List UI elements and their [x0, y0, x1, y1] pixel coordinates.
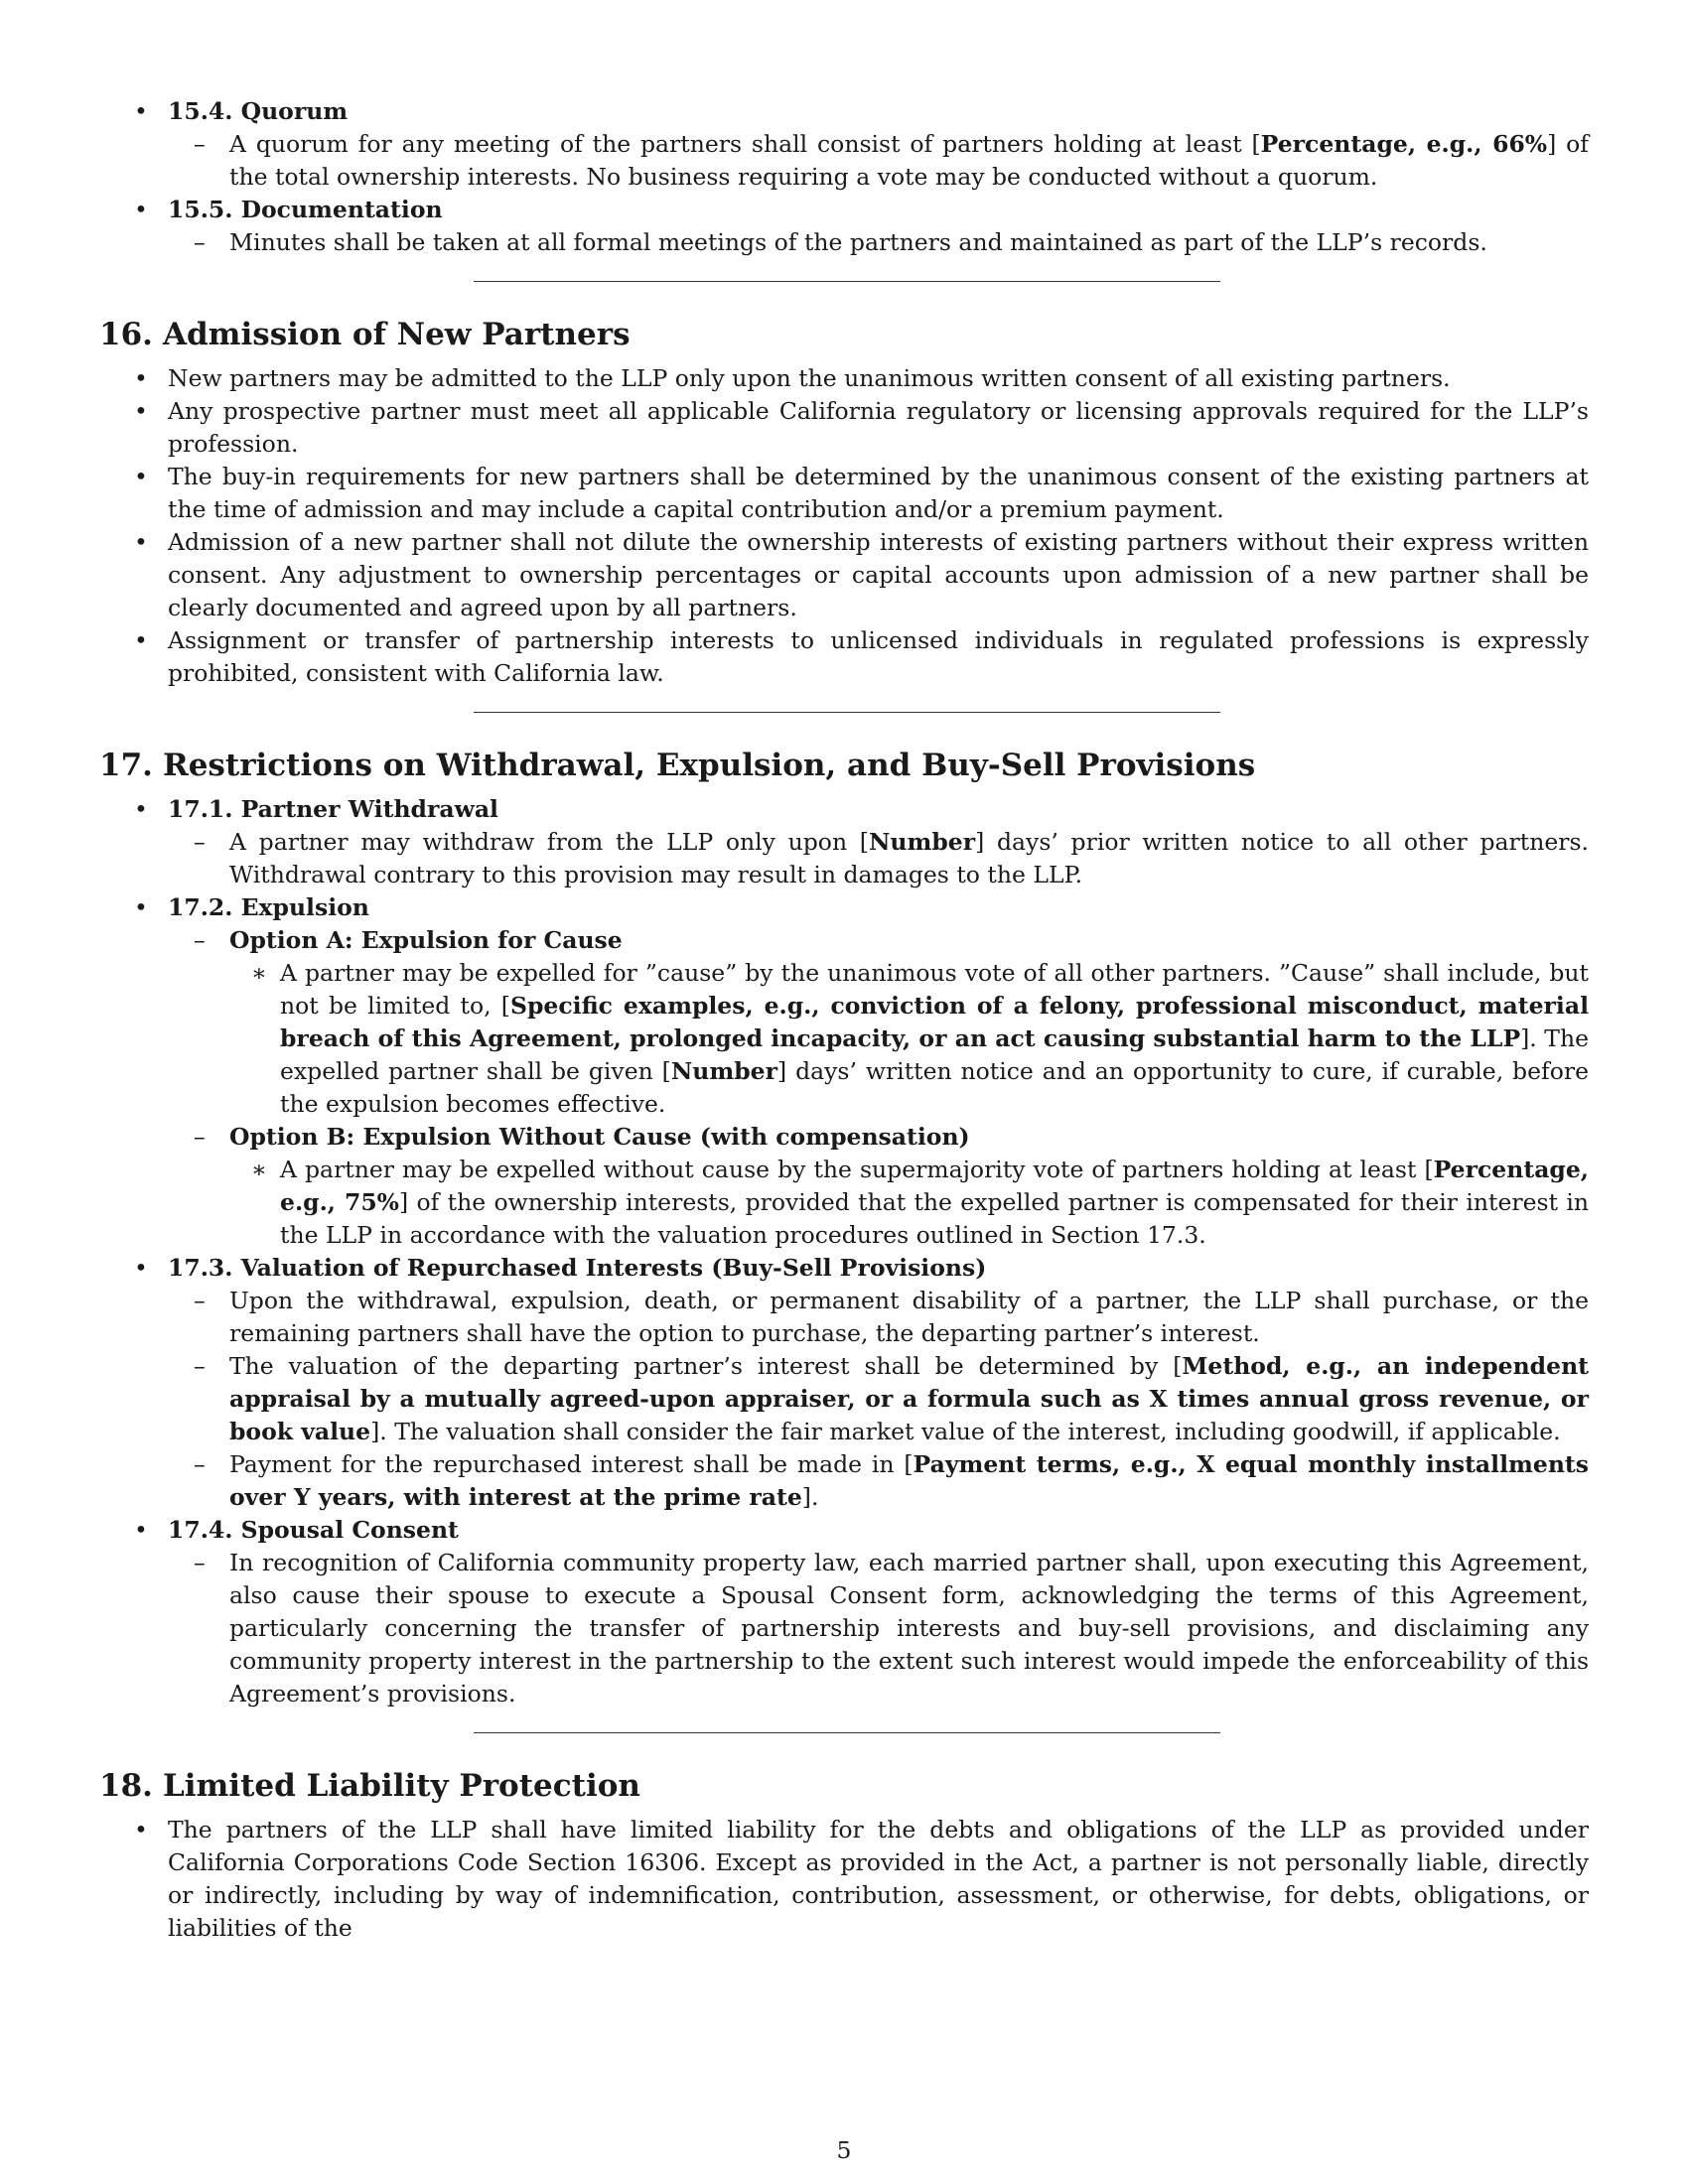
option-a	[168, 924, 1589, 1121]
option-b	[168, 1121, 1589, 1252]
section-15-list	[99, 95, 1589, 259]
document-page	[99, 95, 1589, 1945]
option-title: Option A: Expulsion for Cause	[229, 926, 623, 954]
list-item: • Any prospective partner must meet all applicable California regulatory or licensing approvals required for the LLP’s profession.	[99, 395, 1589, 461]
list-item: – A partner may withdraw from the LLP only upon [Number] days’ prior written notice to all other partners. Withdrawal contrary to this provision may result in damages to the LLP.	[168, 826, 1589, 891]
subsection-title: 17.4. Spousal Consent	[168, 1516, 459, 1544]
section-18-list	[99, 1814, 1589, 1945]
section-divider	[474, 1732, 1220, 1733]
list-item: – Payment for the repurchased interest shall be made in [Payment terms, e.g., X equal monthly installments over Y years, with interest at the prime rate].	[168, 1448, 1589, 1514]
option-title: Option B: Expulsion Without Cause (with compensation)	[229, 1123, 970, 1151]
subsection-17-1	[99, 793, 1589, 891]
list-item: – A quorum for any meeting of the partners shall consist of partners holding at least [Percentage, e.g., 66%] of the total ownership interests. No business requiring a vote may be conducted without a quorum.	[168, 128, 1589, 194]
list-item: • The buy-in requirements for new partners shall be determined by the unanimous consent of the existing partners at the time of admission and may include a capital contribution and/or a premium payment.	[99, 461, 1589, 526]
list-item: – The valuation of the departing partner’s interest shall be determined by [Method, e.g., an independent appraisal by a mutually agreed-upon appraiser, or a formula such as X times annual gross revenue, or book value]. The valuation shall consider the fair market value of the interest, including goodwill, if applicable.	[168, 1350, 1589, 1448]
section-16-list	[99, 362, 1589, 690]
list-item: • Assignment or transfer of partnership interests to unlicensed individuals in regulated professions is expressly prohibited, consistent with California law.	[99, 624, 1589, 690]
subsection-title: 15.4. Quorum	[168, 97, 349, 125]
list-item: • The partners of the LLP shall have limited liability for the debts and obligations of the LLP as provided under California Corporations Code Section 16306. Except as provided in the Act, a partner is not personally liable, directly or indirectly, including by way of indemnification, contribution, assessment, or otherwise, for debts, obligations, or liabilities of the	[99, 1814, 1589, 1945]
subsection-17-4	[99, 1514, 1589, 1710]
section-17-heading: 17. Restrictions on Withdrawal, Expulsion, and Buy-Sell Provisions	[99, 748, 1256, 783]
subsection-17-3	[99, 1252, 1589, 1514]
list-item: – In recognition of California community property law, each married partner shall, upon executing this Agreement, also cause their spouse to execute a Spousal Consent form, acknowledging the terms of this Agreement, particularly concerning the transfer of partnership interests and buy-sell provisions, and disclaiming any community property interest in the partnership to the extent such interest would impede the enforceability of this Agreement’s provisions.	[168, 1547, 1589, 1710]
list-item: ∗ A partner may be expelled without cause by the supermajority vote of partners holding at least [Percentage, e.g., 75%] of the ownership interests, provided that the expelled partner is compensated for their interest in the LLP in accordance with the valuation procedures outlined in Section 17.3.	[229, 1154, 1589, 1252]
section-divider	[474, 281, 1220, 282]
list-item: • New partners may be admitted to the LLP only upon the unanimous written consent of all existing partners.	[99, 362, 1589, 395]
subsection-title: 17.2. Expulsion	[168, 893, 369, 921]
section-divider	[474, 712, 1220, 713]
section-18-heading: 18. Limited Liability Protection	[99, 1768, 640, 1804]
section-17-list	[99, 793, 1589, 1710]
list-item: – Minutes shall be taken at all formal meetings of the partners and maintained as part of the LLP’s records.	[168, 226, 1589, 259]
subsection-title: 15.5. Documentation	[168, 196, 443, 223]
subsection-15-5	[99, 194, 1589, 259]
subsection-title: 17.3. Valuation of Repurchased Interests (Buy-Sell Provisions)	[168, 1254, 987, 1282]
section-16-heading: 16. Admission of New Partners	[99, 317, 631, 352]
subsection-17-2	[99, 891, 1589, 1252]
page-number: 5	[836, 2136, 852, 2164]
list-item: – Upon the withdrawal, expulsion, death, or permanent disability of a partner, the LLP shall purchase, or the remaining partners shall have the option to purchase, the departing partner’s interest.	[168, 1285, 1589, 1350]
list-item: • Admission of a new partner shall not dilute the ownership interests of existing partners without their express written consent. Any adjustment to ownership percentages or capital accounts upon admission of a new partner shall be clearly documented and agreed upon by all partners.	[99, 526, 1589, 624]
subsection-title: 17.1. Partner Withdrawal	[168, 795, 498, 823]
list-item: ∗ A partner may be expelled for ”cause” by the unanimous vote of all other partners. ”Cause” shall include, but not be limited to, [Specific examples, e.g., conviction of a felony, professional misconduct, material breach of this Agreement, prolonged incapacity, or an act causing substantial harm to the LLP]. The expelled partner shall be given [Number] days’ written notice and an opportunity to cure, if curable, before the expulsion becomes effective.	[229, 957, 1589, 1121]
subsection-15-4	[99, 95, 1589, 194]
